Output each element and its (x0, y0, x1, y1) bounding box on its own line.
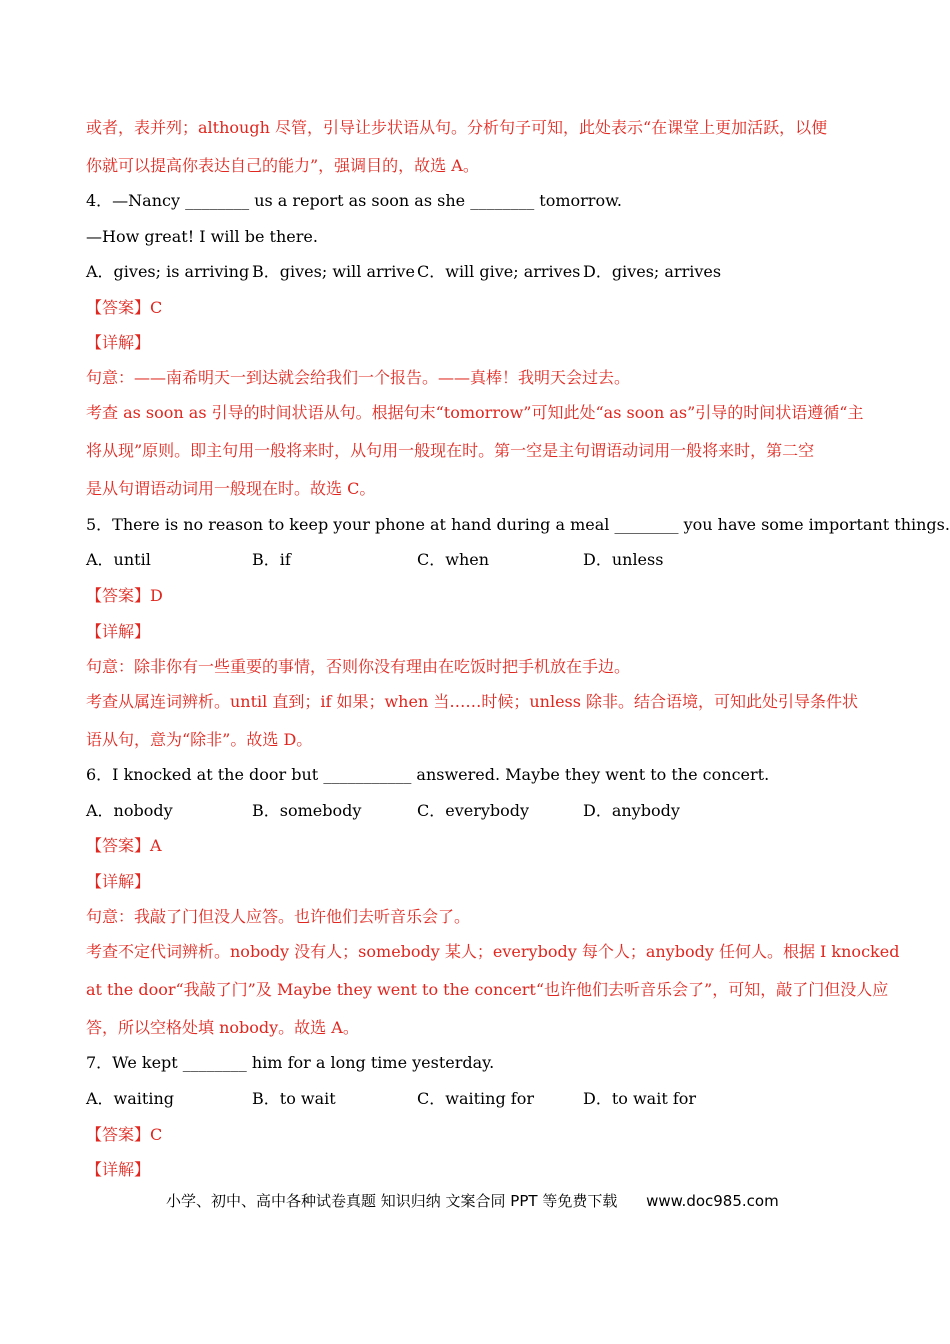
option-b: B．if (252, 550, 291, 569)
question-stem: 6．I knocked at the door but ___________ answered. Maybe they went to the concert. (86, 765, 770, 784)
detail-label: 【详解】 (86, 622, 151, 641)
option-b: B．somebody (252, 801, 362, 820)
option-d: D．to wait for (583, 1089, 697, 1108)
question-stem: —How great! I will be there. (86, 227, 318, 246)
option-c: C．when (417, 550, 490, 569)
option-c: C．will give; arrives (417, 262, 581, 281)
explanation-line: 答，所以空格处填 nobody。故选 A。 (86, 1018, 359, 1037)
option-c: C．everybody (417, 801, 530, 820)
explanation-line: 考查不定代词辨析。nobody 没有人；somebody 某人；everybody 每个人；anybody 任何人。根据 I knocked (86, 942, 900, 961)
explanation-line: at the door“我敲了门”及 Maybe they went to the concert“也许他们去听音乐会了”，可知，敲了门但没人应 (86, 980, 889, 999)
footer-url[interactable]: www.doc985.com (646, 1192, 779, 1210)
option-d: D．gives; arrives (583, 262, 722, 281)
detail-label: 【详解】 (86, 1160, 151, 1179)
detail-label: 【详解】 (86, 872, 151, 891)
option-a: A．waiting (86, 1089, 175, 1108)
footer-text: 小学、初中、高中各种试卷真题 知识归纳 文案合同 PPT 等免费下载 (166, 1192, 618, 1210)
answer-label: 【答案】C (86, 298, 163, 317)
option-a: A．nobody (86, 801, 173, 820)
explanation-line: 句意：我敲了门但没人应答。也许他们去听音乐会了。 (86, 907, 471, 926)
explanation-line: 你就可以提高你表达自己的能力”，强调目的，故选 A。 (86, 156, 479, 175)
question-stem: 5．There is no reason to keep your phone at hand during a meal ________ you have some important things. (86, 515, 950, 534)
question-stem: 4．—Nancy ________ us a report as soon as she ________ tomorrow. (86, 191, 622, 210)
answer-label: 【答案】A (86, 836, 162, 855)
detail-label: 【详解】 (86, 333, 151, 352)
option-b: B．gives; will arrive (252, 262, 415, 281)
explanation-line: 是从句谓语动词用一般现在时。故选 C。 (86, 479, 376, 498)
answer-label: 【答案】C (86, 1125, 163, 1144)
option-d: D．anybody (583, 801, 680, 820)
option-a: A．until (86, 550, 151, 569)
explanation-line: 语从句，意为“除非”。故选 D。 (86, 730, 313, 749)
explanation-line: 句意：——南希明天一到达就会给我们一个报告。——真棒！我明天会过去。 (86, 368, 631, 387)
explanation-line: 或者，表并列；although 尽管，引导让步状语从句。分析句子可知，此处表示“在课堂上更加活跃，以便 (86, 118, 828, 137)
answer-label: 【答案】D (86, 586, 163, 605)
explanation-line: 将从现”原则。即主句用一般将来时，从句用一般现在时。第一空是主句谓语动词用一般将来时，第二空 (86, 441, 815, 460)
explanation-line: 考查从属连词辨析。until 直到；if 如果；when 当……时候；unless 除非。结合语境，可知此处引导条件状 (86, 692, 859, 711)
option-c: C．waiting for (417, 1089, 534, 1108)
option-d: D．unless (583, 550, 664, 569)
page-footer (166, 1190, 779, 1212)
explanation-line: 句意：除非你有一些重要的事情，否则你没有理由在吃饭时把手机放在手边。 (86, 657, 631, 676)
question-stem: 7．We kept ________ him for a long time yesterday. (86, 1053, 495, 1072)
option-a: A．gives; is arriving (86, 262, 250, 281)
option-b: B．to wait (252, 1089, 336, 1108)
explanation-line: 考查 as soon as 引导的时间状语从句。根据句末“tomorrow”可知此处“as soon as”引导的时间状语遵循“主 (86, 403, 864, 422)
